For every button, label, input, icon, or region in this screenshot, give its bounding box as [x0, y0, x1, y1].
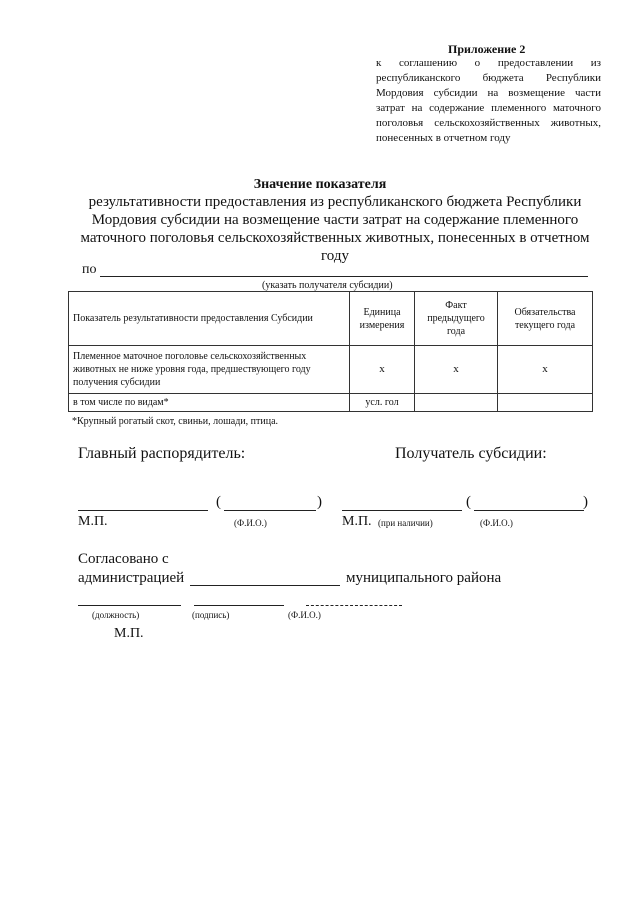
subsidy-recipient-label: Получатель субсидии:	[395, 445, 547, 462]
paren-open: (	[466, 494, 471, 510]
paren-open: (	[216, 494, 221, 510]
municipality-blank-line[interactable]	[190, 585, 340, 586]
table-cell: усл. гол	[350, 394, 415, 412]
appendix-description: к соглашению о предоставлении из республиканского бюджета Республики Мордовия субсидии на возмещение части затрат на содержание племенного маточного поголовья сельскохозяйственных животных, понесенных в отчетном году	[376, 57, 601, 144]
table-header-row	[69, 292, 593, 346]
chief-fio-line[interactable]	[224, 510, 316, 511]
recipient-stamp-place: М.П.	[342, 514, 372, 529]
chief-stamp-place: М.П.	[78, 514, 108, 529]
paren-close: )	[583, 494, 588, 510]
administration-label: администрацией	[78, 570, 185, 586]
agreement-signature-line[interactable]	[194, 605, 284, 606]
recipient-fio-hint: (Ф.И.О.)	[480, 518, 513, 528]
recipient-blank-line[interactable]	[100, 276, 588, 277]
position-line[interactable]	[78, 605, 181, 606]
agreement-fio-line[interactable]	[306, 605, 402, 606]
recipient-fio-line[interactable]	[474, 510, 584, 511]
agreement-stamp-place: М.П.	[114, 626, 144, 641]
table-header-cell: Единица измерения	[350, 292, 415, 346]
position-hint: (должность)	[92, 610, 140, 620]
table-cell: в том числе по видам*	[69, 394, 350, 412]
agreement-fio-hint: (Ф.И.О.)	[288, 610, 321, 620]
table-cell: х	[415, 346, 498, 394]
table-cell[interactable]	[498, 394, 593, 412]
municipal-district-label: муниципального района	[346, 570, 502, 586]
chief-signature-line[interactable]	[78, 510, 208, 511]
if-any-hint: (при наличии)	[378, 518, 433, 528]
chief-manager-label: Главный распорядитель:	[78, 445, 246, 462]
table-row	[69, 394, 593, 412]
indicator-table	[68, 291, 593, 412]
table-cell: х	[498, 346, 593, 394]
recipient-hint: (указать получателя субсидии)	[262, 280, 393, 291]
paren-close: )	[317, 494, 322, 510]
table-header-cell: Факт предыдущего года	[415, 292, 498, 346]
table-cell[interactable]	[415, 394, 498, 412]
appendix-title: Приложение 2	[448, 42, 526, 56]
table-header-cell: Обязательства текущего года	[498, 292, 593, 346]
chief-fio-hint: (Ф.И.О.)	[234, 518, 267, 528]
agreed-with-label: Согласовано с	[78, 551, 169, 567]
signature-hint: (подпись)	[192, 610, 230, 620]
recipient-signature-line[interactable]	[342, 510, 462, 511]
document-subtitle: результативности предоставления из республиканского бюджета Республики Мордовия субсидии на возмещение части затрат на содержание племенного маточного поголовья сельскохозяйственных животных, понесенных в отчетном году	[80, 194, 590, 264]
table-header-cell: Показатель результативности предоставления Субсидии	[69, 292, 350, 346]
table-row	[69, 346, 593, 394]
recipient-prefix: по	[82, 262, 97, 277]
table-cell: Племенное маточное поголовье сельскохозяйственных животных не ниже уровня года, предшествующего году получения субсидии	[69, 346, 350, 394]
table-cell: х	[350, 346, 415, 394]
footnote: *Крупный рогатый скот, свиньи, лошади, птица.	[72, 416, 279, 427]
document-title: Значение показателя	[253, 177, 387, 192]
